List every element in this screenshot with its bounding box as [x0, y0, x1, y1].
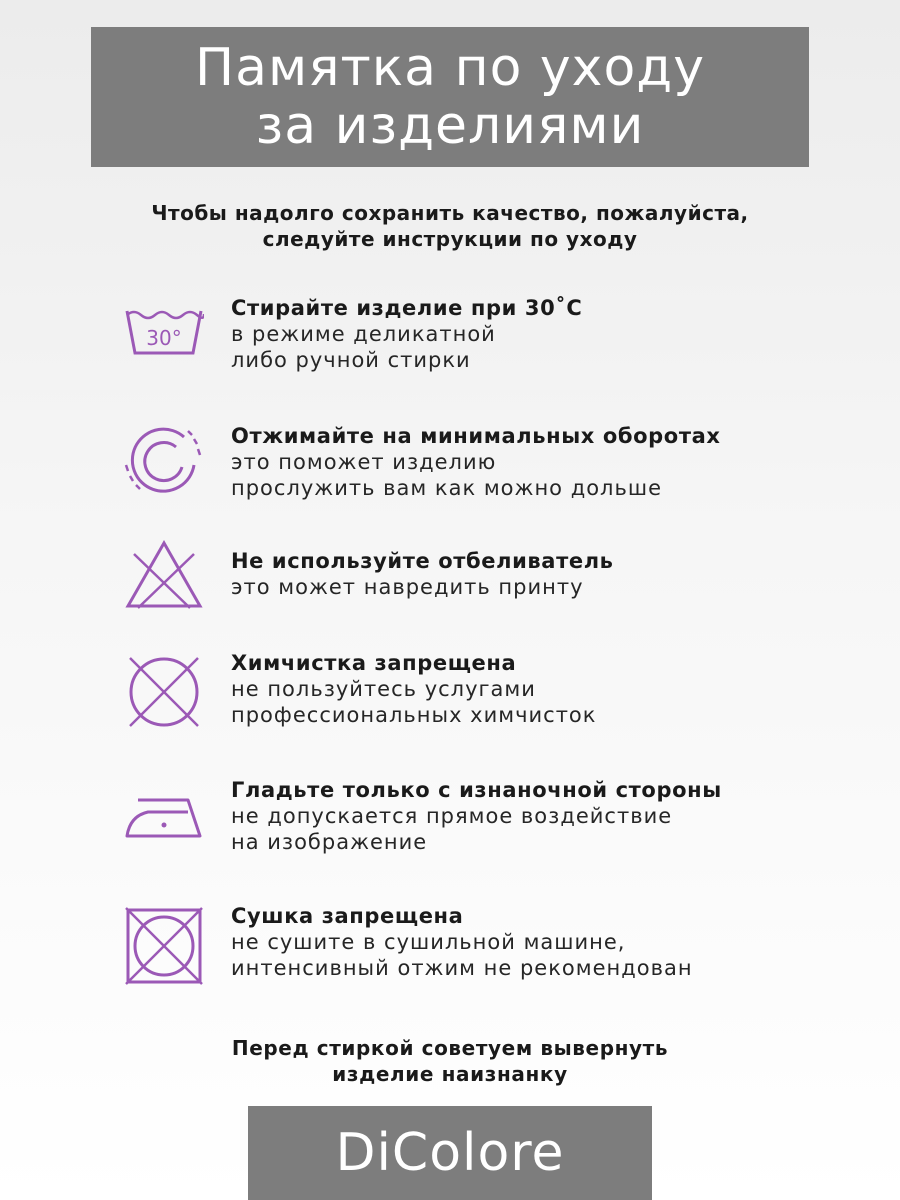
outro-line-1: Перед стиркой советуем вывернуть — [231, 1036, 669, 1060]
item-title: Химчистка запрещена — [231, 651, 517, 675]
title-line-2: за изделиями — [255, 96, 645, 156]
item-title: Не используйте отбеливатель — [231, 549, 614, 573]
intro-line-1: Чтобы надолго сохранить качество, пожалуйста, — [151, 201, 749, 225]
item-title: Гладьте только с изнаночной стороны — [231, 778, 722, 802]
item-line: прослужить вам как можно дольше — [231, 476, 662, 500]
intro-text — [0, 200, 900, 252]
item-title: Отжимайте на минимальных оборотах — [231, 424, 721, 448]
title-line-1: Памятка по уходу — [195, 38, 705, 98]
intro-line-2: следуйте инструкции по уходу — [262, 227, 638, 251]
brand-name: DiColore — [335, 1123, 565, 1183]
item-line: либо ручной стирки — [231, 348, 471, 372]
no-bleach-icon — [124, 540, 204, 610]
title-banner — [91, 27, 809, 167]
spin-icon — [124, 425, 204, 495]
brand-logo — [248, 1106, 652, 1200]
item-line: на изображение — [231, 830, 428, 854]
outro-line-2: изделие наизнанку — [332, 1062, 568, 1086]
outro-text — [0, 1035, 900, 1087]
item-line: это может навредить принту — [231, 575, 584, 599]
wash-temperature-label: 30° — [146, 326, 182, 350]
item-line: не пользуйтесь услугами — [231, 677, 536, 701]
item-line: в режиме деликатной — [231, 322, 496, 346]
item-line: интенсивный отжим не рекомендован — [231, 956, 693, 980]
no-dry-clean-icon — [124, 652, 204, 732]
no-tumble-dry-icon — [124, 906, 204, 986]
item-title: Сушка запрещена — [231, 904, 464, 928]
item-line: не сушите в сушильной машине, — [231, 930, 626, 954]
item-line: это поможет изделию — [231, 450, 497, 474]
item-title: Стирайте изделие при 30˚C — [231, 296, 583, 320]
item-line: не допускается прямое воздействие — [231, 804, 673, 828]
item-line: профессиональных химчисток — [231, 703, 597, 727]
iron-icon — [124, 794, 204, 840]
wash-30-icon — [124, 307, 204, 355]
